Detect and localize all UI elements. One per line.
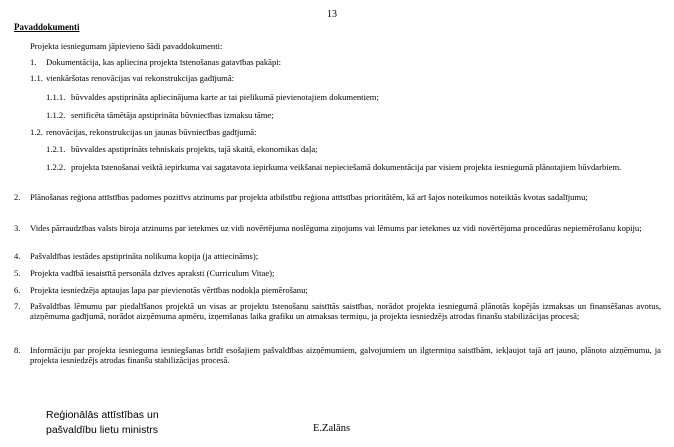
- page-number: 13: [327, 9, 337, 20]
- item-number: 1.: [30, 57, 37, 67]
- item-number: 1.2.2.: [46, 162, 66, 172]
- signatory-name: E.Zalāns: [313, 423, 351, 434]
- list-item: sertificēta tāmētāja apstiprināta būvniecības izmaksu tāme;: [71, 110, 274, 120]
- section-heading: Pavaddokumenti: [14, 22, 80, 32]
- list-item: Projekta vadībā iesaistītā personāla dzīves apraksti (Curriculum Vitae);: [30, 268, 275, 278]
- item-number: 5.: [14, 268, 21, 278]
- list-item: Dokumentācija, kas apliecina projekta īstenošanas gatavības pakāpi:: [46, 57, 282, 67]
- list-item: būvvaldes apstiprināta apliecinājuma karte ar tai pielikumā pievienotajiem dokumentiem;: [71, 92, 379, 102]
- list-item: renovācijas, rekonstrukcijas un jaunas būvniecības gadījumā:: [46, 127, 257, 137]
- item-number: 2.: [14, 192, 21, 202]
- list-item: projekta īstenošanai veiktā iepirkuma vai sagatavota iepirkuma veikšanai nepieciešamā dokumentācija par visiem projekta iesniegumā plānotajiem būvdarbiem.: [71, 162, 622, 172]
- item-number: 1.1.: [30, 73, 43, 83]
- list-item: Plānošanas reģiona attīstības padomes pozitīvs atzinums par projekta atbilstību reģiona attīstības prioritātēm, kā arī šajos noteikumos noteiktās kvotas sadalījumu;: [30, 192, 588, 202]
- list-item: vienkāršotas renovācijas vai rekonstrukcijas gadījumā:: [46, 73, 235, 83]
- item-number: 1.2.: [30, 127, 43, 137]
- list-item: būvvaldes apstiprināts tehniskais projekts, tajā skaitā, ekonomikas daļa;: [71, 144, 318, 154]
- item-number: 1.2.1.: [46, 144, 66, 154]
- list-item: Vides pārraudzības valsts biroja atzinums par ietekmes uz vidi novērtējuma noslēguma ziņojums vai lēmums par ietekmes uz vidi novērtējuma procedūras nepiemērošanu kopiju;: [30, 223, 642, 233]
- item-number: 8.: [14, 345, 21, 355]
- intro-text: Projekta iesniegumam jāpievieno šādi pavaddokumenti:: [30, 41, 223, 51]
- signatory-title-line1: Reģionālās attīstības un: [46, 409, 159, 421]
- signatory-title-line2: pašvaldību lietu ministrs: [46, 424, 159, 436]
- list-item: Projekta iesniedzēja aptaujas lapa par pievienotās vērtības nodokļa piemērošanu;: [30, 285, 308, 295]
- item-number: 7.: [14, 301, 21, 311]
- list-item: Informāciju par projekta iesnieguma iesniegšanas brīdī esošajiem pašvaldības aizņēmumiem, galvojumiem un ilgtermiņa saistībām, iekļaujot tajā arī jauno, plānoto aizņēmumu, ja projekta iesniedzējs atrodas finanšu stabilizācijas procesā.: [30, 345, 661, 366]
- item-number: 6.: [14, 285, 21, 295]
- list-item: Pašvaldības iestādes apstiprināta nolikuma kopija (ja attiecināms);: [30, 251, 259, 261]
- item-number: 1.1.1.: [46, 92, 66, 102]
- item-number: 3.: [14, 223, 21, 233]
- item-number: 1.1.2.: [46, 110, 66, 120]
- item-number: 4.: [14, 251, 21, 261]
- list-item: Pašvaldības lēmumu par piedalīšanos projektā un visas ar projektu īstenošanu saistītās saistības, norādot projekta iesniegumā plānotās kopējās izmaksas un finansēšanas avotus, aizņēmuma gadījumā, norādot aizņēmuma apmēru, izņemšanas laika grafiku un atmaksas termiņu, ja projekta iesniedzējs atrodas finanšu stabilizācijas procesā;: [30, 301, 661, 322]
